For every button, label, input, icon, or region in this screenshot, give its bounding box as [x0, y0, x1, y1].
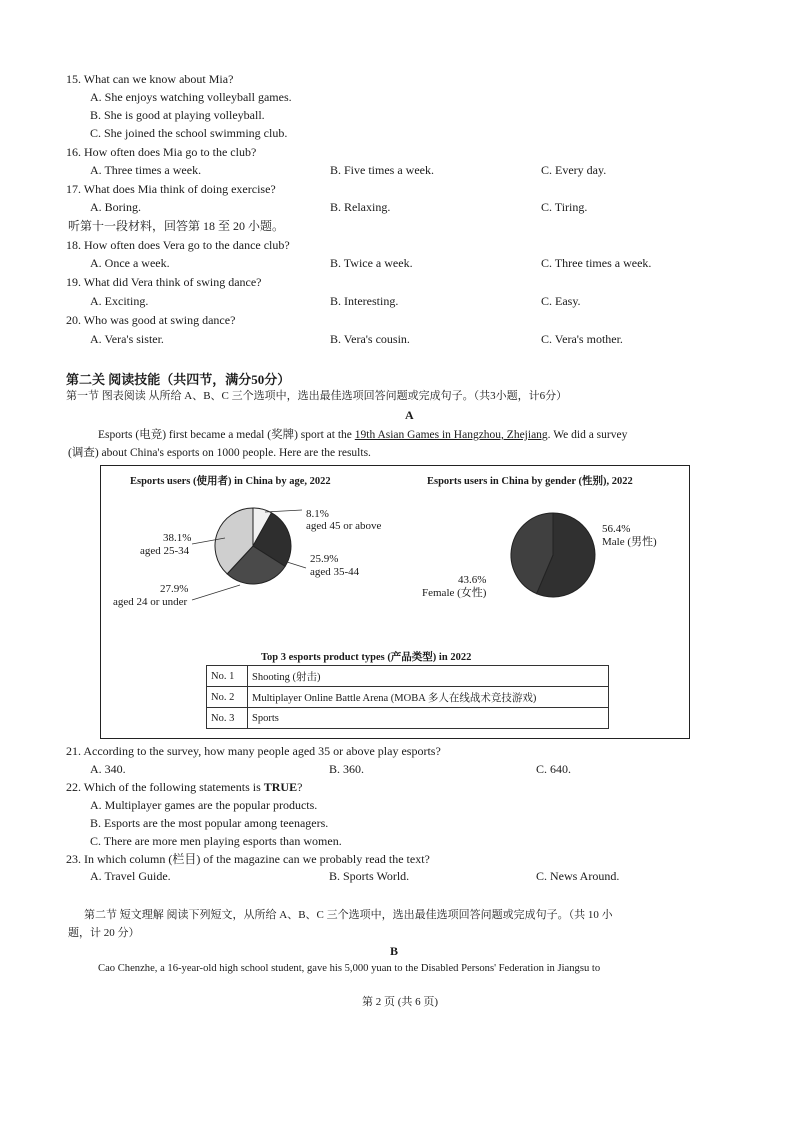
passage-b-letter: B	[390, 944, 399, 958]
listening-instruction: 听第十一段材料，回答第 18 至 20 小题。	[68, 219, 285, 233]
age-label-45plus-cat: aged 45 or above	[306, 520, 382, 532]
section2-title: 第二关 阅读技能（共四节，满分50分）	[66, 372, 291, 387]
passage-b-text: Cao Chenzhe, a 16-year-old high school student, gave his 5,000 yuan to the Disabled Persons' Federation in Jiangsu to	[98, 963, 601, 974]
q19-option-c[interactable]: C. Easy.	[541, 294, 581, 308]
q22-stem-end: ?	[297, 780, 303, 794]
type-cell: Shooting (射击)	[248, 666, 609, 687]
rank-cell: No. 2	[207, 687, 248, 708]
q19-option-b[interactable]: B. Interesting.	[330, 294, 399, 308]
page-number: 第 2 页 (共 6 页)	[362, 996, 439, 1008]
q15-stem: 15. What can we know about Mia?	[66, 72, 234, 86]
q22-option-c[interactable]: C. There are more men playing esports than women.	[90, 834, 342, 848]
q20-stem: 20. Who was good at swing dance?	[66, 313, 236, 327]
q15-option-b[interactable]: B. She is good at playing volleyball.	[90, 108, 265, 122]
q22-stem-emph: TRUE	[263, 780, 298, 794]
q20-option-b[interactable]: B. Vera's cousin.	[330, 332, 410, 346]
age-leader-24under	[192, 585, 240, 600]
q15-option-c[interactable]: C. She joined the school swimming club.	[90, 126, 288, 140]
passage-a-letter: A	[405, 408, 414, 422]
q17-stem: 17. What does Mia think of doing exercise?	[66, 182, 276, 196]
rank-cell: No. 3	[207, 708, 248, 729]
product-table-title: Top 3 esports product types (产品类型) in 2022	[261, 652, 472, 663]
q22-option-b[interactable]: B. Esports are the most popular among teenagers.	[90, 816, 329, 830]
q23-option-a[interactable]: A. Travel Guide.	[90, 869, 171, 883]
q18-option-c[interactable]: C. Three times a week.	[541, 256, 652, 270]
passage-a-intro-line1	[98, 428, 627, 442]
q23-option-b[interactable]: B. Sports World.	[329, 869, 410, 883]
q16-option-b[interactable]: B. Five times a week.	[330, 163, 434, 177]
part1-instruction: 第一节 图表阅读 从所给 A、B、C 三个选项中，选出最佳选项回答问题或完成句子。（共3小题，计6分）	[66, 390, 568, 402]
age-label-35-44-pct: 25.9%	[310, 553, 339, 565]
table-row	[207, 708, 609, 729]
table-row	[207, 666, 609, 687]
age-label-24under-pct: 27.9%	[160, 583, 189, 595]
q20-option-a[interactable]: A. Vera's sister.	[90, 332, 164, 346]
q23-stem: 23. In which column (栏目) of the magazine can we probably read the text?	[66, 852, 430, 866]
intro-text-2: . We did a survey	[547, 429, 628, 441]
gender-label-female-cat: Female (女性)	[422, 587, 487, 599]
gender-chart-title: Esports users in China by gender (性别), 2022	[427, 476, 633, 487]
q18-stem: 18. How often does Vera go to the dance club?	[66, 238, 290, 252]
gender-pie-slices	[511, 513, 595, 597]
product-type-table	[206, 665, 609, 729]
q21-option-a[interactable]: A. 340.	[90, 762, 126, 776]
age-leader-35-44	[287, 562, 306, 568]
q16-stem: 16. How often does Mia go to the club?	[66, 145, 257, 159]
age-label-35-44-cat: aged 35-44	[310, 566, 360, 578]
q17-option-a[interactable]: A. Boring.	[90, 200, 141, 214]
gender-label-male-pct: 56.4%	[602, 523, 631, 535]
intro-text-1: Esports (电竞) first became a medal (奖牌) sport at the	[98, 429, 355, 441]
q15-option-a[interactable]: A. She enjoys watching volleyball games.	[90, 90, 292, 104]
q17-option-b[interactable]: B. Relaxing.	[330, 200, 391, 214]
age-label-24under-cat: aged 24 or under	[113, 596, 188, 608]
age-label-25-34-pct: 38.1%	[163, 532, 192, 544]
q19-stem: 19. What did Vera think of swing dance?	[66, 275, 262, 289]
gender-label-male-cat: Male (男性)	[602, 536, 657, 548]
q23-option-c[interactable]: C. News Around.	[536, 869, 620, 883]
age-chart-title: Esports users (使用者) in China by age, 2022	[130, 476, 331, 487]
q21-stem: 21. According to the survey, how many people aged 35 or above play esports?	[66, 744, 441, 758]
q16-option-a[interactable]: A. Three times a week.	[90, 163, 202, 177]
rank-cell: No. 1	[207, 666, 248, 687]
part2-instruction-line2: 题，计 20 分）	[68, 927, 140, 939]
q17-option-c[interactable]: C. Tiring.	[541, 200, 588, 214]
q20-option-c[interactable]: C. Vera's mother.	[541, 332, 623, 346]
q21-option-b[interactable]: B. 360.	[329, 762, 365, 776]
q21-option-c[interactable]: C. 640.	[536, 762, 572, 776]
q18-option-a[interactable]: A. Once a week.	[90, 256, 170, 270]
age-pie-slices	[215, 508, 291, 584]
age-leader-45plus	[265, 510, 302, 512]
passage-a-intro-line2: (调查) about China's esports on 1000 people. Here are the results.	[68, 447, 371, 459]
type-cell: Sports	[248, 708, 609, 729]
q18-option-b[interactable]: B. Twice a week.	[330, 256, 413, 270]
q16-option-c[interactable]: C. Every day.	[541, 163, 607, 177]
q22-stem-text: 22. Which of the following statements is	[66, 780, 264, 794]
type-cell: Multiplayer Online Battle Arena (MOBA 多人在线战术竞技游戏)	[248, 687, 609, 708]
q19-option-a[interactable]: A. Exciting.	[90, 294, 149, 308]
gender-label-female-pct: 43.6%	[458, 574, 487, 586]
part2-instruction-line1: 第二节 短文理解 阅读下列短文，从所给 A、B、C 三个选项中，选出最佳选项回答问题或完成句子。（共 10 小	[84, 909, 613, 921]
q22-option-a[interactable]: A. Multiplayer games are the popular products.	[90, 798, 318, 812]
age-label-45plus-pct: 8.1%	[306, 508, 329, 520]
table-row	[207, 687, 609, 708]
intro-underlined: 19th Asian Games in Hangzhou, Zhejiang	[354, 429, 548, 441]
age-label-25-34-cat: aged 25-34	[140, 545, 190, 557]
q22-stem	[66, 780, 302, 794]
gender-pie-chart	[500, 508, 610, 608]
